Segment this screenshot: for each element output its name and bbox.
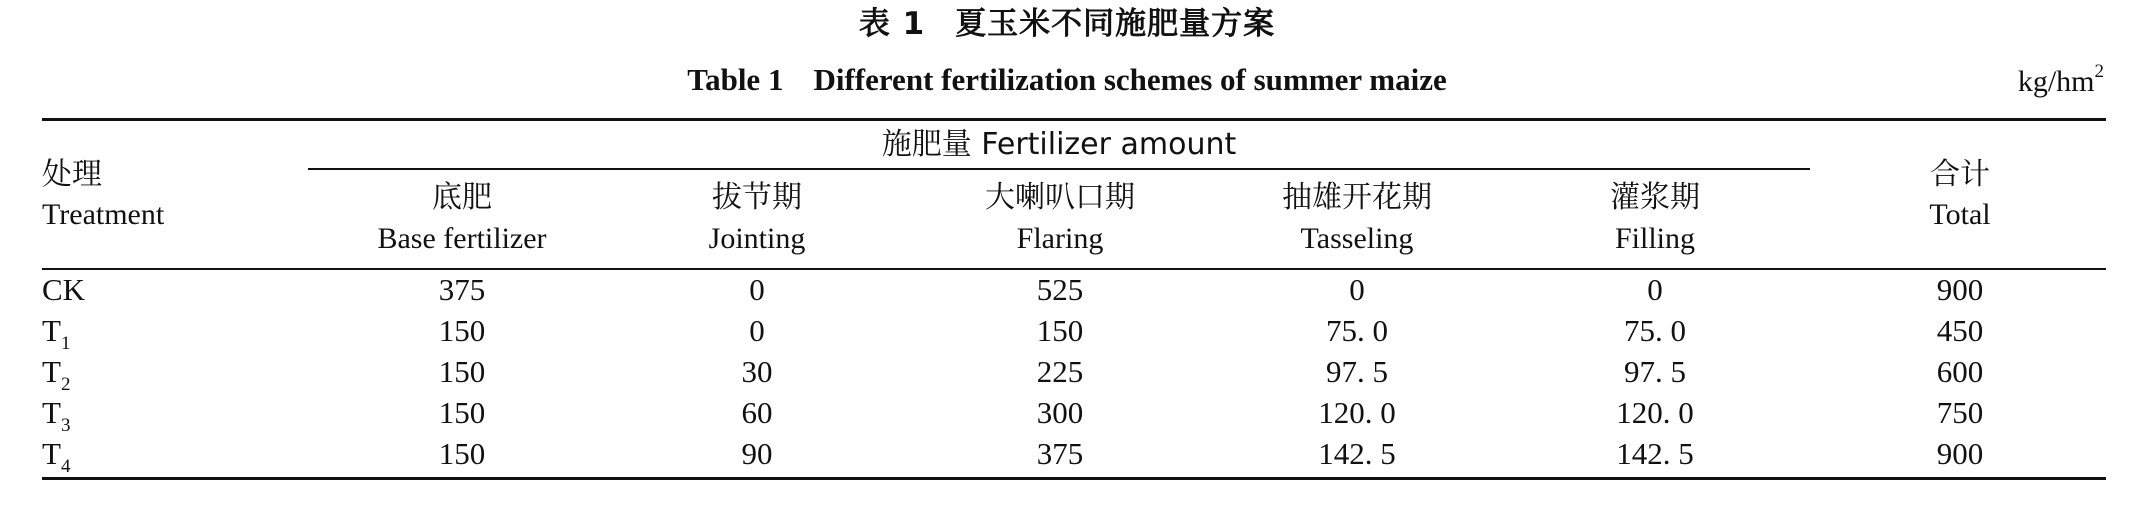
bottom-rule — [42, 477, 2106, 480]
header-stage-cn: 底肥 — [432, 180, 492, 215]
cell-total: 750 — [1936, 395, 1984, 430]
cell-base-fertilizer: 150 — [438, 395, 486, 430]
cell-base-fertilizer: 150 — [438, 354, 486, 389]
cell-base-fertilizer: 150 — [438, 313, 486, 348]
cell-flaring: 150 — [1036, 313, 1084, 348]
header-rule — [42, 268, 2106, 270]
row-label: $T_1$ — [42, 313, 71, 354]
header-treatment-cn: 处理 — [42, 157, 102, 192]
cell-base-fertilizer: 375 — [438, 272, 486, 307]
header-total-cn: 合计 — [1930, 157, 1990, 192]
group-rule — [308, 168, 1810, 170]
header-stage-cn: 抽雄开花期 — [1282, 180, 1432, 215]
header-stage-en: Jointing — [708, 222, 806, 255]
header-stage-cn: 大喇叭口期 — [985, 180, 1135, 215]
header-total-en: Total — [1929, 198, 1991, 231]
cell-tasseling: 0 — [1349, 272, 1365, 307]
caption-cn-label: 表 1 — [858, 6, 926, 42]
cell-flaring: 225 — [1036, 354, 1084, 389]
header-stage-en: Base fertilizer — [377, 222, 547, 255]
header-stage-en: Flaring — [1016, 222, 1104, 255]
cell-jointing: 30 — [741, 354, 773, 389]
cell-filling: 97. 5 — [1624, 354, 1686, 389]
cell-filling: 120. 0 — [1616, 395, 1694, 430]
table-caption-cn — [0, 2, 2134, 46]
cell-tasseling: 97. 5 — [1326, 354, 1388, 389]
cell-total: 900 — [1936, 272, 1984, 307]
unit-label — [2018, 60, 2104, 104]
cell-total: 900 — [1936, 436, 1984, 471]
cell-tasseling: 120. 0 — [1318, 395, 1396, 430]
cell-jointing: 60 — [741, 395, 773, 430]
unit-exponent: 2 — [2094, 61, 2104, 82]
row-label: CK — [42, 272, 86, 307]
caption-cn-title: 夏玉米不同施肥量方案 — [955, 6, 1276, 42]
cell-jointing: 0 — [749, 272, 765, 307]
header-stage-en: Filling — [1614, 222, 1696, 255]
cell-filling: 0 — [1647, 272, 1663, 307]
row-label: $T_4$ — [42, 436, 71, 477]
cell-jointing: 0 — [749, 313, 765, 348]
cell-filling: 75. 0 — [1624, 313, 1686, 348]
header-stage-cn: 灌浆期 — [1610, 180, 1700, 215]
header-stage-en: Tasseling — [1300, 222, 1414, 255]
caption-en-label: Table 1 — [687, 62, 784, 97]
cell-tasseling: 75. 0 — [1326, 313, 1388, 348]
cell-base-fertilizer: 150 — [438, 436, 486, 471]
cell-flaring: 300 — [1036, 395, 1084, 430]
header-fertilizer-amount: 施肥量 Fertilizer amount — [881, 127, 1237, 162]
cell-jointing: 90 — [741, 436, 773, 471]
row-label: $T_2$ — [42, 354, 71, 395]
cell-tasseling: 142. 5 — [1318, 436, 1396, 471]
top-rule — [42, 118, 2106, 121]
caption-en-title: Different fertilization schemes of summer maize — [813, 62, 1447, 97]
header-treatment-en: Treatment — [42, 198, 165, 231]
cell-flaring: 525 — [1036, 272, 1084, 307]
cell-total: 600 — [1936, 354, 1984, 389]
cell-flaring: 375 — [1036, 436, 1084, 471]
cell-total: 450 — [1936, 313, 1984, 348]
header-stage-cn: 拔节期 — [712, 180, 802, 215]
cell-filling: 142. 5 — [1616, 436, 1694, 471]
row-label: $T_3$ — [42, 395, 71, 436]
unit-base: kg/hm — [2017, 65, 2095, 98]
table-caption-en — [0, 58, 2134, 102]
